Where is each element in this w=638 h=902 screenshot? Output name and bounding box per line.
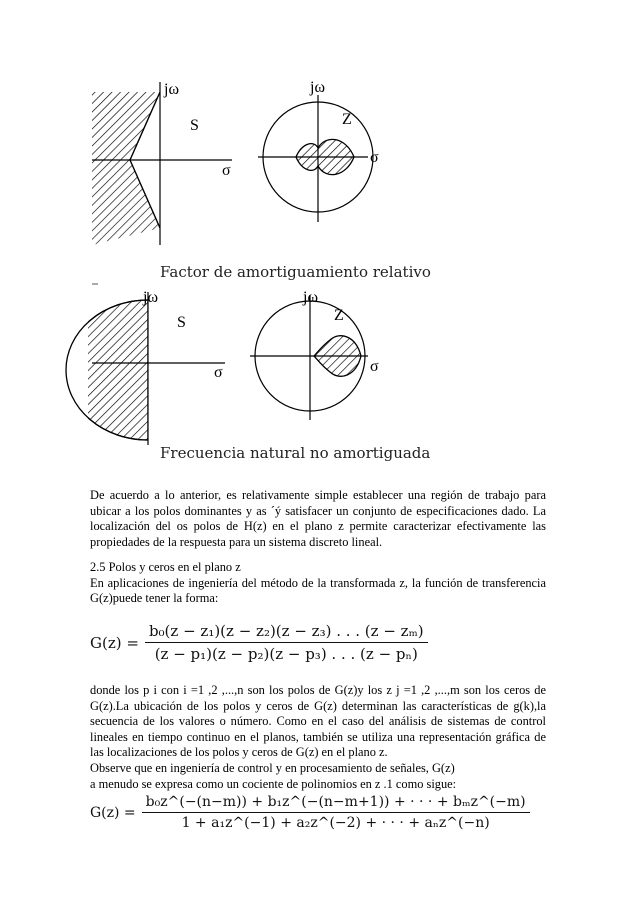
figure2-s-plane bbox=[66, 289, 225, 445]
figure2-s-label: S bbox=[177, 314, 186, 331]
figure2-caption: Frecuencia natural no amortiguada bbox=[160, 444, 431, 462]
section-heading: 2.5 Polos y ceros en el plano z bbox=[90, 560, 241, 574]
figure1-jw-left-label: jω bbox=[164, 81, 179, 98]
figure1-s-plane bbox=[92, 81, 232, 245]
figure1-sigma-right-label: σ bbox=[370, 149, 379, 166]
figure2-s-hatched-region bbox=[66, 300, 148, 440]
paragraph-poles-definition: donde los p i con i =1 ,2 ,...,n son los polos de G(z)y los z j =1 ,2 ,...,m son los ceros de G(z).La ubicación de los polos y ceros de G(z) determinan las características de g(k),la secuencia de los valores o número. Como en el caso del análisis de sistemas de control lineales en tiempo continuo en el planos, también se utiliza una representación gráfica de las localizaciones de los polos y ceros de G(z) en el plano z. bbox=[90, 683, 546, 760]
text-block-3 bbox=[90, 683, 546, 792]
paragraph-transfer-function: En aplicaciones de ingeniería del método de la transformada z, la función de transferencia G(z)puede tener la forma: bbox=[90, 575, 546, 606]
equation1-denominator: (z − p₁)(z − p₂)(z − p₃) . . . (z − pₙ) bbox=[154, 645, 418, 663]
figure2-z-label: Z bbox=[334, 307, 344, 324]
figure2-jw-left-label: jω bbox=[143, 289, 158, 306]
equation2-lhs: G(z) = bbox=[90, 804, 136, 821]
figure1-sigma-left-label: σ bbox=[222, 162, 231, 179]
figure1-z-label: Z bbox=[342, 111, 352, 128]
equation2-denominator: 1 + a₁z^(−1) + a₂z^(−2) + · · · + aₙz^(−n) bbox=[181, 815, 490, 831]
figure1-z-plane bbox=[258, 79, 379, 222]
figure1-caption: Factor de amortiguamiento relativo bbox=[160, 263, 431, 281]
text-block-2 bbox=[90, 560, 546, 607]
paragraph-intro: De acuerdo a lo anterior, es relativamente simple establecer una región de trabajo para ubicar a los polos dominantes y as ´ý satisfacer un conjunto de especificaciones dado. La localización del os polos de H(z) en el plano z permite caracterizar efectivamente las propiedades de la respuesta para un sistema discreto lineal. bbox=[90, 488, 546, 549]
figure2-jw-right-label: jω bbox=[303, 289, 318, 306]
figure1-s-label: S bbox=[190, 117, 199, 134]
line-menudo: a menudo se expresa como un cociente de polinomios en z .1 como sigue: bbox=[90, 776, 457, 791]
equation1-numerator: b₀(z − z₁)(z − z₂)(z − z₃) . . . (z − zₘ) bbox=[145, 622, 428, 643]
text-block-1 bbox=[90, 488, 546, 550]
equation1-lhs: G(z) = bbox=[90, 633, 139, 652]
figure2-sigma-left-label: σ bbox=[214, 364, 223, 381]
equation-polynomial-ratio bbox=[90, 794, 530, 831]
line-observe: Observe que en ingeniería de control y en procesamiento de señales, G(z) bbox=[90, 760, 455, 775]
equation-poles-zeros bbox=[90, 622, 428, 663]
figure1-jw-right-label: jω bbox=[310, 79, 325, 96]
equation2-numerator: b₀z^(−(n−m)) + b₁z^(−(n−m+1)) + · · · + bₘz^(−m) bbox=[142, 794, 530, 813]
figure2-sigma-right-label: σ bbox=[370, 358, 379, 375]
figure2-z-plane bbox=[250, 289, 379, 420]
